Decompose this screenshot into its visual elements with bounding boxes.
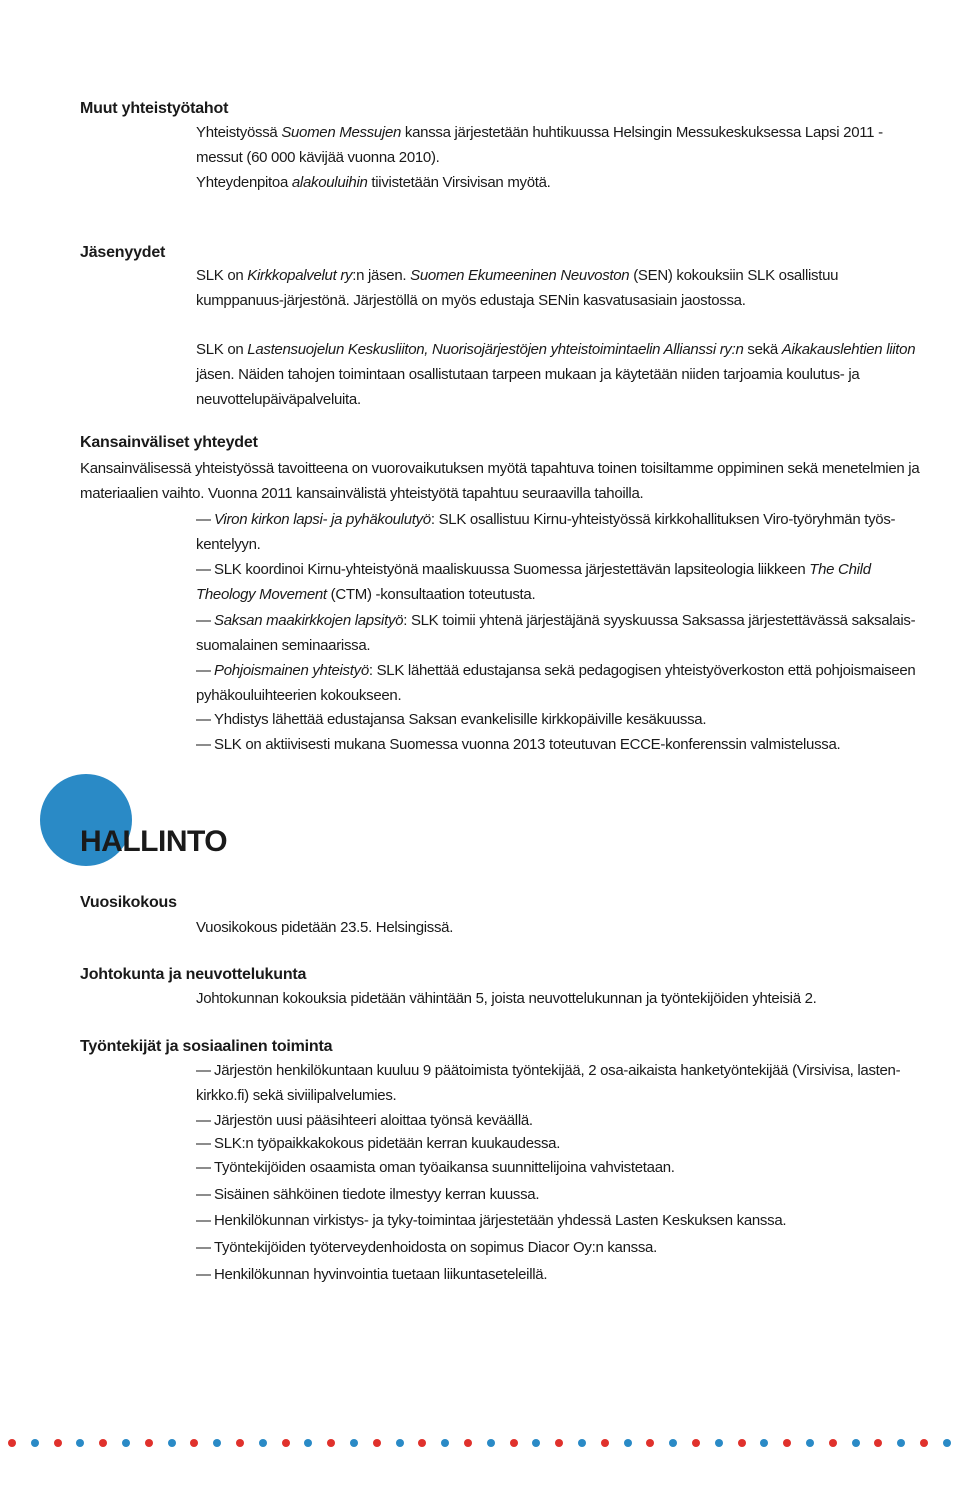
list-item	[196, 507, 926, 557]
footer-dot	[418, 1439, 426, 1447]
footer-dot	[783, 1439, 791, 1447]
text-span: Yhteydenpitoa	[196, 174, 292, 191]
text-span: : SLK toimii yhtenä järjestäjänä syyskuussa Saksassa järjestettävässä saksalais-suomalainen seminaarissa.	[196, 612, 916, 654]
footer-dot	[806, 1439, 814, 1447]
footer-dot	[510, 1439, 518, 1447]
text-span: Järjestön uusi pääsihteeri aloittaa työnsä keväällä.	[214, 1112, 533, 1129]
text-span: Yhdistys lähettää edustajansa Saksan evankelisille kirkkopäiville kesäkuussa.	[214, 711, 707, 728]
list-item	[196, 707, 926, 732]
paragraph-vuosikokous: Vuosikokous pidetään 23.5. Helsingissä.	[196, 919, 454, 936]
dash-bullet: —	[196, 511, 211, 528]
dash-bullet: —	[196, 1266, 211, 1283]
footer-dot	[920, 1439, 928, 1447]
footer-dot	[282, 1439, 290, 1447]
footer-dot	[692, 1439, 700, 1447]
dash-bullet: —	[196, 1239, 211, 1256]
section-heading-jasenyydet: Jäsenyydet	[80, 244, 166, 261]
text-span: Järjestön henkilökuntaan kuuluu 9 päätoimista työntekijää, 2 osa-aikaista hanketyöntekijää (Virsivisa, lasten-kirkko.fi) sekä siviilipalvelumies.	[196, 1062, 901, 1104]
list-item	[196, 658, 926, 708]
emphasis-text: Suomen Messujen	[281, 124, 402, 141]
emphasis-text: Lastensuojelun Keskusliiton, Nuorisojärjestöjen yhteistoimintaelin Allianssi ry:n	[247, 341, 744, 358]
paragraph-johtokunta: Johtokunnan kokouksia pidetään vähintään 5, joista neuvottelukunnan ja työntekijöiden yhteisiä 2.	[196, 990, 817, 1007]
dash-bullet: —	[196, 612, 211, 629]
list-item	[196, 1235, 926, 1260]
emphasis-text: Viron kirkon lapsi- ja pyhäkoulutyö	[214, 511, 431, 528]
section-heading-kansainvaliset: Kansainväliset yhteydet	[80, 434, 258, 451]
emphasis-text: Saksan maakirkkojen lapsityö	[214, 612, 404, 629]
footer-dot	[350, 1439, 358, 1447]
dash-bullet: —	[196, 736, 211, 753]
text-span: Työntekijöiden osaamista oman työaikansa suunnittelijoina vahvistetaan.	[214, 1159, 675, 1176]
text-span: : SLK lähettää edustajansa sekä pedagogisen yhteistyöverkoston että pohjoismaiseen pyhäkouluihteerien kokoukseen.	[196, 662, 916, 704]
footer-dot	[8, 1439, 16, 1447]
text-span: Henkilökunnan virkistys- ja tyky-toimintaa järjestetään yhdessä Lasten Keskuksen kanssa.	[214, 1212, 787, 1229]
text-span: Sisäinen sähköinen tiedote ilmestyy kerran kuussa.	[214, 1186, 540, 1203]
list-item	[196, 608, 926, 658]
footer-dot	[213, 1439, 221, 1447]
list-item	[196, 1058, 926, 1108]
dash-bullet: —	[196, 1186, 211, 1203]
emphasis-text: alakouluihin	[291, 174, 368, 191]
footer-dot	[897, 1439, 905, 1447]
footer-dot	[760, 1439, 768, 1447]
dash-bullet: —	[196, 1062, 211, 1079]
dash-bullet: —	[196, 1112, 211, 1129]
footer-dot	[829, 1439, 837, 1447]
footer-dot	[852, 1439, 860, 1447]
text-span: SLK koordinoi Kirnu-yhteistyönä maaliskuussa Suomessa järjestettävän lapsiteologia liikkeen	[214, 561, 810, 578]
footer-dot	[122, 1439, 130, 1447]
footer-dot	[578, 1439, 586, 1447]
text-span: SLK on aktiivisesti mukana Suomessa vuonna 2013 toteutuvan ECCE-konferenssin valmistelussa.	[214, 736, 841, 753]
footer-dot	[441, 1439, 449, 1447]
text-span: (CTM) -konsultaation toteutusta.	[326, 586, 536, 603]
footer-dot	[190, 1439, 198, 1447]
footer-dot	[396, 1439, 404, 1447]
paragraph-jasenyydet-1	[196, 263, 926, 313]
chapter-title: HALLINTO	[80, 825, 228, 858]
section-heading-johtokunta: Johtokunta ja neuvottelukunta	[80, 966, 307, 983]
footer-dot	[669, 1439, 677, 1447]
footer-dot	[532, 1439, 540, 1447]
footer-dot	[943, 1439, 951, 1447]
dash-bullet: —	[196, 711, 211, 728]
text-span: : SLK osallistuu Kirnu-yhteistyössä kirkkohallituksen Viro-työryhmän työs-kentelyyn.	[196, 511, 896, 553]
footer-dot	[715, 1439, 723, 1447]
list-item	[196, 732, 926, 757]
dash-bullet: —	[196, 561, 211, 578]
paragraph-muut-2	[196, 170, 926, 195]
list-item	[196, 1155, 926, 1180]
text-span: Henkilökunnan hyvinvointia tuetaan liikuntaseteleillä.	[214, 1266, 548, 1283]
emphasis-text: Aikakauslehtien liiton	[781, 341, 916, 358]
section-heading-vuosikokous: Vuosikokous	[80, 894, 177, 911]
footer-dot	[54, 1439, 62, 1447]
footer-dot	[145, 1439, 153, 1447]
text-span: jäsen. Näiden tahojen toimintaan osallistutaan tarpeen mukaan ja käytetään niiden tarjoamia koulutus- ja neuvottelupäiväpalveluita.	[196, 366, 860, 408]
list-item	[196, 557, 926, 607]
list-item	[196, 1208, 926, 1233]
footer-dot	[601, 1439, 609, 1447]
footer-dot	[555, 1439, 563, 1447]
footer-dot	[487, 1439, 495, 1447]
footer-dot	[646, 1439, 654, 1447]
footer-dot	[874, 1439, 882, 1447]
paragraph-jasenyydet-2	[196, 337, 926, 412]
footer-dot	[464, 1439, 472, 1447]
text-span: tiivistetään Virsivisan myötä.	[367, 174, 551, 191]
section-heading-muut: Muut yhteistyötahot	[80, 100, 229, 117]
text-span: SLK on	[196, 267, 248, 284]
list-item	[196, 1131, 926, 1156]
list-item	[196, 1262, 926, 1287]
list-item	[196, 1108, 926, 1133]
footer-dot	[327, 1439, 335, 1447]
paragraph-kansainvaliset-intro: Kansainvälisessä yhteistyössä tavoitteena on vuorovaikutuksen myötä tapahtuva toinen toisiltamme oppiminen sekä menetelmien ja materiaalien vaihto. Vuonna 2011 kansainvälistä yhteistyötä tapahtuu seuraavilla tahoilla.	[80, 460, 920, 502]
footer-dot	[738, 1439, 746, 1447]
text-span: :n jäsen.	[352, 267, 411, 284]
emphasis-text: Pohjoismainen yhteistyö	[214, 662, 369, 679]
footer-dot-row	[0, 1439, 960, 1451]
emphasis-text: Suomen Ekumeeninen Neuvoston	[410, 267, 630, 284]
text-span: Työntekijöiden työterveydenhoidosta on sopimus Diacor Oy:n kanssa.	[214, 1239, 657, 1256]
emphasis-text: The Child Theology Movement	[196, 561, 871, 603]
footer-dot	[31, 1439, 39, 1447]
footer-dot	[99, 1439, 107, 1447]
dash-bullet: —	[196, 1212, 211, 1229]
dash-bullet: —	[196, 1135, 211, 1152]
text-span: kanssa järjestetään huhtikuussa Helsingin Messukeskuksessa Lapsi 2011 -messut (60 000 kävijää vuonna 2010).	[196, 124, 883, 166]
emphasis-text: Kirkkopalvelut ry	[247, 267, 353, 284]
footer-dot	[304, 1439, 312, 1447]
text-span: Yhteistyössä	[196, 124, 282, 141]
paragraph-muut-1	[196, 120, 926, 170]
text-span: (SEN) kokouksiin SLK osallistuu kumppanuus-järjestönä. Järjestöllä on myös edustaja SENin kasvatusasiain jaostossa.	[196, 267, 839, 309]
footer-dot	[259, 1439, 267, 1447]
dash-bullet: —	[196, 1159, 211, 1176]
dash-bullet: —	[196, 662, 211, 679]
footer-dot	[373, 1439, 381, 1447]
text-span: SLK on	[196, 341, 248, 358]
footer-dot	[76, 1439, 84, 1447]
footer-dot	[236, 1439, 244, 1447]
list-item	[196, 1182, 926, 1207]
section-heading-tyontekijat: Työntekijät ja sosiaalinen toiminta	[80, 1038, 333, 1055]
text-span: sekä	[743, 341, 782, 358]
footer-dot	[624, 1439, 632, 1447]
footer-dot	[168, 1439, 176, 1447]
text-span: SLK:n työpaikkakokous pidetään kerran kuukaudessa.	[214, 1135, 561, 1152]
